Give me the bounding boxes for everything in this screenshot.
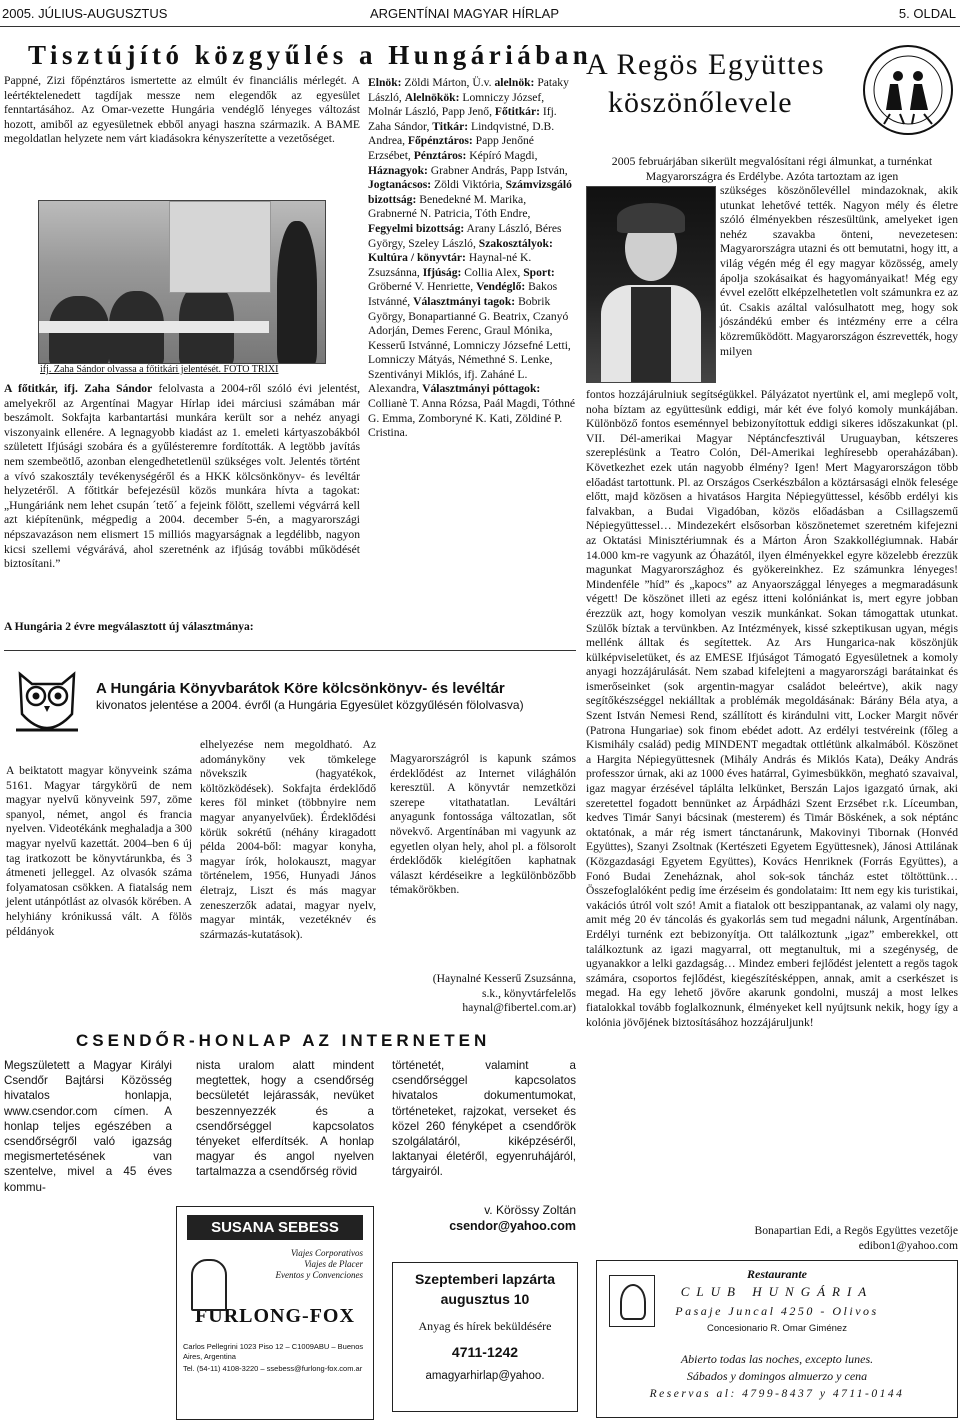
deadline-note: Anyag és hírek beküldésére <box>418 1319 552 1333</box>
deadline-email: amagyarhirlap@yahoo. <box>425 1370 545 1382</box>
club-hours2: Sábados y domingos almuerzo y cena <box>686 1369 868 1383</box>
regos-intro: 2005 februárjában sikerült megvalósítani régi álmunkat, a turnénkat Magyarországra és Erdélybe. Azóta tartoztam az igen <box>611 154 933 183</box>
library-sign-name: (Haynalné Kesserű Zsuzsánna, <box>432 972 576 985</box>
club-reserve: Reservas al: 4799-8437 y 4711-0144 <box>649 1388 905 1400</box>
ad-susana-tel: Tel. (54-11) 4108-3220 – ssebess@furlong-fox.com.ar <box>183 1364 363 1373</box>
deadline-phone: 4711-1242 <box>451 1344 519 1360</box>
photo-caption: ifj. Zaha Sándor olvassa a főtitkári jelentését. FOTO TRIXI <box>40 364 279 375</box>
csendor-col2: nista uralom alatt mindent megtettek, hogy a csendőrség becsületét lejárassák, nevüket beszennyezzék és a csendőrséggel kapcsolatos tényeket elferdítsék. A honlap magyar és angol nyelven tartalmazza a csendőrség rövid <box>196 1059 374 1179</box>
regos-title-line1: A Regös Együttes <box>586 48 825 81</box>
header-paper-name: ARGENTÍNAI MAGYAR HÍRLAP <box>370 6 560 21</box>
board-heading: A Hungária 2 évre megválasztott új választmánya: <box>4 620 254 633</box>
article-title: Tisztújító közgyűlés a Hungáriában <box>28 40 593 70</box>
owl-icon <box>12 664 82 738</box>
library-col3: Magyarországról is kapunk számos érdeklődést az Internet világhálón keresztül. A könyvtár nemzetközi szerepe vitathatatlan. Leváltári anyagunk fontossága változatlan, sőt növekvő. Argentínában mi vagyunk az egyetlen olyan hely, ahol pl. a fölsorolt érdeklődők kielégítően kaphatnak választ kérdéseikre a legkülönbözőbb témakörökben. <box>390 752 576 897</box>
csendor-title: CSENDŐR-HONLAP AZ INTERNETEN <box>76 1031 491 1050</box>
article-body <box>4 382 360 572</box>
library-signature <box>390 972 576 1016</box>
club-kicker: Restaurante <box>746 1267 807 1281</box>
ad-furlong-brand: FURLONG-FOX <box>195 1305 355 1327</box>
deadline-title: Szeptemberi lapzárta <box>414 1271 556 1287</box>
club-name: CLUB HUNGÁRIA <box>680 1284 874 1299</box>
library-col2: elhelyezése nem megoldható. Az adományköny vek tömkelege növekszik (hagyatékok, költözködések). Sokfajta érdeklődő keres föl minket (többnyire nem magyar anyanyelvűek). Érdeklődési körük sokrétű (néhány kiragadott példa 2004-ből: magyar konyha, magyar írók, holokauszt, magyar történelem, 1956, Hunyadi János életrajz, Liszt és más magyar zeneszerzők adatai, magyar nyelv, magyar minták, vezetéknév és származás-kutatások). <box>200 738 376 941</box>
club-hungaria-ad <box>596 1260 958 1418</box>
regos-logo-icon <box>860 40 956 140</box>
regos-wrap-text: szükséges köszönőlevéllel mindazoknak, akik utunkat lehetővé tették. Nagyon mély és életre szóló élményekben részesültünk, amelyeket igen nehéz szavakba önteni, nevezetesen: Magyarországra utazni és ott bemutatni, hogy itt, a világ végén még él egy magyar közösség, amely ápolja szokásaikat és hagyományaikat! Még egy évvel ezelőtt elképzelhetetlen volt számunkra ez az út. Csakis azáltal valósulhatott meg, hogy sok jószándékú ember és intézmény erre a célra közreműködött. Magyarországon észrevették, hogy milyen <box>720 184 958 358</box>
library-sign-role: s.k., könyvtárfelelős <box>481 986 576 1000</box>
club-logo-icon <box>609 1275 655 1327</box>
article-intro: Pappné, Zizi főpénztáros ismertette az elmúlt év financiális mérlegét. A leértéktelenedett tagdíjak messze nem elegendők az egyesület fenntartásához. Az Omar-vezette Hungária vendéglő lényeges változást hozott, amiből az egyesületnek ebből anyagi haszna származik. A BAME megoldatlan helyzete nem várt kiadásokra kényszerítette a vezetőséget. <box>4 74 360 146</box>
susana-sebess-ad <box>176 1206 374 1420</box>
furlong-logo-icon <box>191 1259 227 1311</box>
ad-susana-services: Viajes Corporativos Viajes de Placer Eventos y Convenciones <box>275 1248 363 1280</box>
page-header <box>0 0 960 27</box>
ad-susana-name: SUSANA SEBESS <box>187 1215 363 1240</box>
header-date: 2005. JÚLIUS-AUGUSZTUS <box>2 6 168 21</box>
csendor-col1: Megszületett a Magyar Királyi Csendőr Bajtársi Közösség hivatalos honlapja, www.csendor.com címen. A honlap teljes egészében a csendőrségről való igazság megismertetésének van szentelve, mivel a 45 éves kommu- <box>4 1059 172 1194</box>
regos-signature: Bonapartian Edi, a Regös Együttes vezetője <box>754 1224 958 1237</box>
article-lead: A főtitkár, ifj. Zaha Sándor <box>4 382 153 395</box>
club-hours1: Abierto todas las noches, excepto lunes. <box>680 1352 874 1366</box>
deadline-date: augusztus 10 <box>440 1291 530 1307</box>
club-address: Pasaje Juncal 4250 - Olivos <box>675 1304 879 1318</box>
library-subtitle: kivonatos jelentése a 2004. évről (a Hungária Egyesület közgyűlésén fölolvasva) <box>96 698 524 712</box>
regos-body: fontos hozzájárulniuk segítségükkel. Pályázatot nyertünk el, ami meglepő volt, noha bíztam az együttesünk eddigi, már két éve folyó komoly munkájában. Különböző fontos eseménnyel bebizonyítottuk eddigi sikeres időszakunkat (pl. VII. Dél-amerikai Magyar Néptáncfesztivál Uruguayban, kétszeres szereplésünk a Teatro Colón, Dél-Amerikai leghíresebb operaházában). Következhet ezek után nagyobb élmény? Igen! Mert Magyarországon több előadást tartottunk. Pl. az Országos Cserkészbálon a köztársasági elnök felesége előtt, majd közösen a hivatásos Hargita Népiegyüttessel, később erdélyi kis falvakban, a Budai Vigadóban, közös előadásban a Csillagszemű Népiegyüttessel… Mindezekért elsősorban köszönetemet szeretném kifejezni az Oktatási Minisztériumnak és a Márton Áron Szakkollégiumnak. Habár 14.000 km-re vagyunk az Óhazától, ilyen élményekkel egyre közelebb érezzük magunkat Magyarországhoz és gyökereinkhez. Ez számunkra lényeges! Mindenféle ”híd” és „kapocs” az Anyaországgal lényeges a megmaradásunk végett! De köszönet illeti az egész itteni kolóniánkat is, mert egyre jobban érezzük azt, hogy komolyan veszik munkánkat. Sokan támogattak utunkat. Szülők bíztak a tervünkben. Az Intézmények, kissé szkeptikusan ugyan, mégis mellénk álltak és segítettek. Az Ars Hungarica-nak köszönjük külképviseletüket, és az EMESE Ifjúságot Támogató Egyesületnek a komoly anyagi hozzájárulását. Nem szabad kifelejteni a magyarországi barátainkat és ismerőseinket (sok argentin-magyar családot beleértve), akik nagy segítőkészséggel nekiálltak a problémák megoldásának: Bárány Béla atya, a Szent István Nemesi Rend, szállított és kirándulni vitt, Locker Margit nővér (Patrona Hungariae) sok finom ebédet adott. Az erdélyi testvéreink (főleg a Kismihály család) pedig MINDENT megadtak ottlétünk alkalmából. Köszönet a Hargita Népiegyüttesnek (Mihály András és Miklós Kata), Deáky András professzor úrnak, aki az 1000 éves határral, Gyimesbükkön, megható szavaival, igaz magyar érzésével táplálta lelkünket, Berszán Lajos igazgató úrnak, aki szeretettel fogadott bennünket az Árpádházi Szent Erzsébet r.k. Líceumban, kedves Timár Sanyi bácsinak (mesterem) és Timár Böskének, a sok néptánc oktatónak, a már rég ismert tánctanárunk, Makovinyi Tibornak (Honvéd Együttes), Szanyi Zsoltnak (Kertészeti Egyetem Együttesnek), Jánosi Attilának (Közgazdasági Egyetem Együttes), Kovács Henriknek (Forrás Együttes), a Fonó Budai Zeneháznak, ahol sok-sok táncház estet töltöttünk… Összefoglalóként pedig íme érzéseim és gondolataim: Itt nem egy kis turistikai, vakációs útról volt szó! Amit a fiatalok ott beszippantanak, az valami oly nagy, amit még 20 év táncolás és gyakorlás sem tud megadni nálunk, Argentínában. Erdélyi turnénk ezt bebizonyítja. Ott találkoztunk „igaz” emberekkel, ott találkoztunk az igazi magyarral, ott megtanultuk, mi a szegénység, de ugyanakkor a lelki gazdagság… Mindez emberi fejlődést jelentett a regös tagok számára, csoportos fejlődést, kiegészítésképpen, annak, amit a cserkészet is megad. Ha egy lehető jövőre akarunk gondolni, muszáj a most lelkes fiatalokkal tovább foglalkoznunk, élményeket kell nyújtsunk nekik, hogy így a kolónia jövőjének biztosításához hozzájáruljunk! <box>586 388 958 1029</box>
csendor-col3: történetét, valamint a csendőrséggel kapcsolatos hivatalos dokumentumokat, történeteket, rajzokat, verseket és közel 260 fényképet a csendőrök szolgálatáról, kiképzéséről, laktanyai életéről, egyenruhájáról, tárgyairól. <box>392 1059 576 1179</box>
csendor-signature: v. Körössy Zoltán <box>484 1203 576 1217</box>
divider <box>4 650 576 651</box>
regos-email: edibon1@yahoo.com <box>858 1239 958 1252</box>
ad-susana-address: Carlos Pellegrini 1023 Piso 12 – C1009ABU – Buenos Aires, Argentina <box>183 1342 364 1361</box>
library-sign-email: haynal@fibertel.com.ar) <box>462 1001 576 1015</box>
club-owner: Concesionario R. Omar Giménez <box>707 1323 847 1334</box>
officers-list: Elnök: Zöldi Márton, Ü.v. alelnök: Pataky László, Alelnökök: Lomniczy József, Molnár László, Papp Jenő, Főtitkár: Ifj. Zaha Sándor, Titkár: Lindqvistné, D.B. Andrea, Főpénztáros: Papp Jenőné Erzsébet, Pénztáros: Képíró Magdi, Háznagyok: Grabner András, Papp István, Jogtanácsos: Zöldi Viktória, Számvizsgáló bizottság: Benedekné M. Marika, Grabnerné N. Patricia, Tóth Endre, Fegyelmi bizottság: Arany László, Béres György, Szeley László, Szakosztályok: Kultúra / könyvtár: Haynal-né K. Zsuzsánna, Ifjúság: Collia Alex, Sport: Gröberné V. Henriette, Vendéglő: Bakos Istvánné, Választmányi tagok: Bobrik György, Bonapartianné G. Beatrix, Czanyó Adorján, Demes Ferenc, Graul Mónika, Kesserű Istvánné, Lomniczy Józsefné Letti, Lomniczy Mátyás, Némethné S. Lenke, Szentiványi Miklós, ifj. Zaháné L. Alexandra, Választmányi póttagok: Collianè T. Anna Rózsa, Paál Magdi, Tóthné G. Emma, Zomboryné K. Kati, Zöldiné P. Cristina. <box>368 76 576 440</box>
header-page: 5. OLDAL <box>898 6 956 21</box>
deadline-box <box>392 1262 578 1412</box>
article-body-text: felolvasta a 2004-ről szóló évi jelentést, amelyekről az Argentínai Magyar Hírlap idei márciusi számában már beszámolt. Sokfajta karbantartási munkára került sor a nehéz anyagi viszonyaink ellenére. A legnagyobb kiadást az 1. emeleti kártyaszobákból született Ifjúsági szobára és a gyűlésteremre fordították. A legtöbb javítás nem szembeötlő, azonban elengedhetetlenül szükséges volt. Jelentés történt a vívó szakosztály tevékenységéről és a HKK kölcsönkönyv- és levéltár helyzetéről. A főtitkár befejezésül közös munkára hívta a tagokat: „Hungáriánk nem lehet csupán ´tető´ a fejeink fölött, szellemi végvárrá kell azt kiépítenünk, mégpedig a 2004. december 5-én, a magyarországi népszavazáson nem elismert 15 milliós magyarságnak a legdélibb, nagyon kicsi szellemi végvárává, ahol szeretnénk az ifjúság további működését biztosítani.” <box>4 382 360 571</box>
regos-title-line2: köszönőlevele <box>608 86 793 119</box>
library-title: A Hungária Könyvbarátok Köre kölcsönkönyv- és levéltár <box>96 680 505 697</box>
library-col1: A beiktatott magyar könyveink száma 5161. Magyar tárgykörű de nem magyar nyelvű könyveink 597, zöme spanyol, német, angol és francia nyelven. Videotékánk meghaladja a 300 magyar nyelvű kazettát. 2004–ben 6 új tag iratkozott be könyvtárunkba, és 3 átmeneti jelleggel. Az olvasók száma folyamatosan csökken. A fiatalság nem jelent utánpótlást az olvasók körében. A helyhiány krónikussá vált. A fölös példányok <box>6 764 192 938</box>
meeting-photo <box>38 200 326 364</box>
dancer-photo <box>586 186 716 383</box>
csendor-email: csendor@yahoo.com <box>449 1219 576 1233</box>
